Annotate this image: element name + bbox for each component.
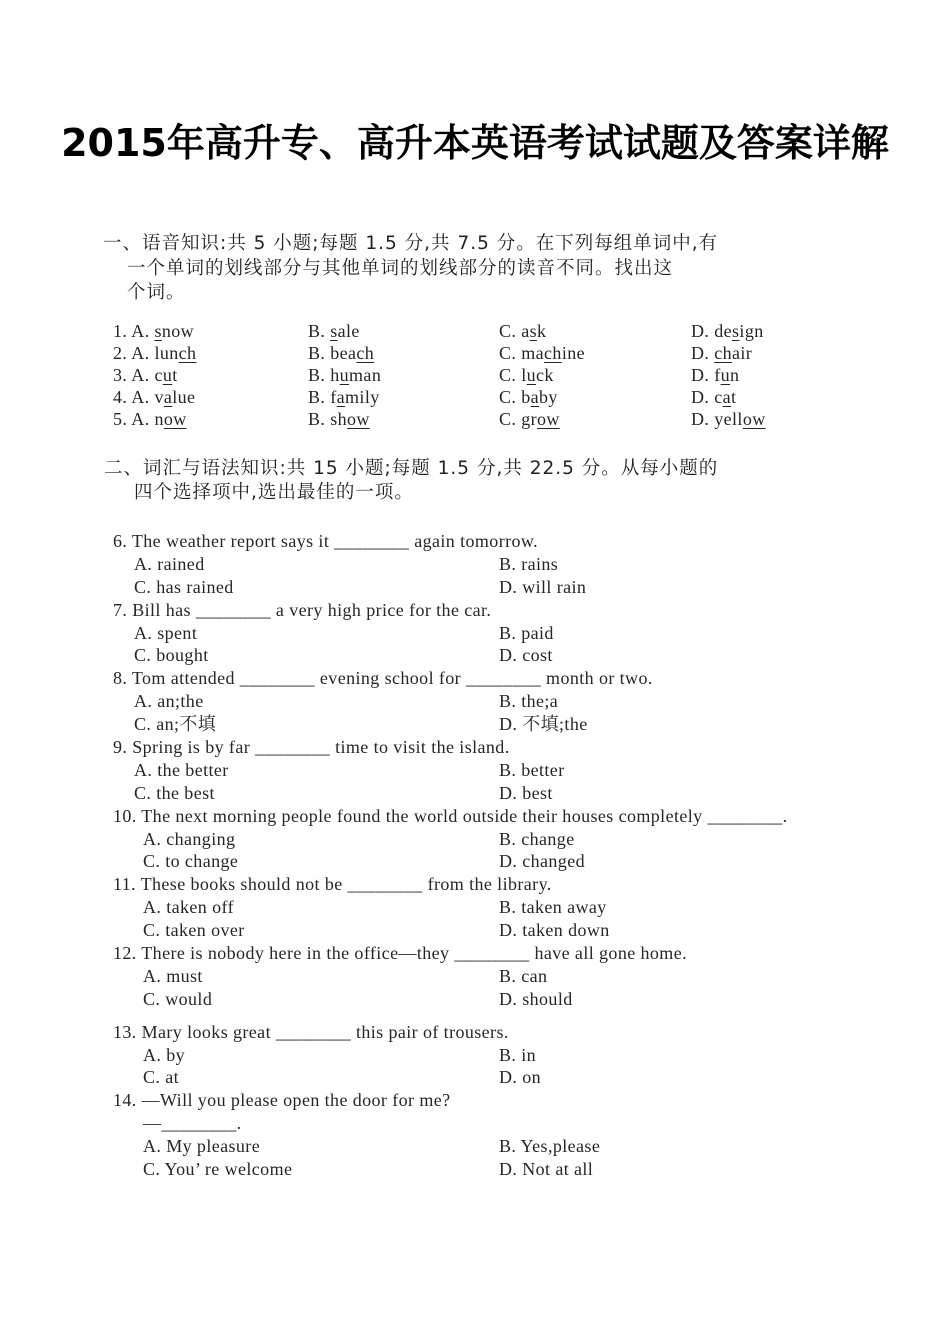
underlined-part: u — [526, 365, 537, 385]
option-d — [691, 342, 752, 364]
option-b — [499, 1135, 600, 1158]
word-part: b — [521, 387, 531, 407]
option-d — [691, 386, 736, 408]
option-text: best — [522, 782, 553, 803]
underlined-part: u — [339, 365, 350, 385]
underlined-part: ch — [356, 343, 375, 363]
question-number: 5. — [113, 409, 128, 429]
phonetics-question-5 — [0, 408, 950, 430]
vocabulary-question-10 — [0, 805, 950, 874]
word-part: ck — [536, 365, 554, 385]
option-label: C. — [143, 920, 161, 941]
option-text: by — [166, 1044, 186, 1065]
option-text: change — [521, 828, 575, 849]
option-text: better — [521, 759, 565, 780]
underlined-part: s — [154, 321, 162, 341]
option-c — [134, 576, 234, 599]
option-word — [521, 387, 558, 407]
word-part: a — [521, 321, 530, 341]
phonetics-question-2 — [0, 342, 950, 364]
option-label: A. — [134, 553, 153, 574]
question-stem — [0, 873, 950, 896]
option-b — [499, 1044, 536, 1067]
word-part: mily — [345, 387, 380, 407]
options-row — [0, 622, 950, 645]
option-b — [308, 342, 374, 364]
option-label: C. — [499, 409, 517, 429]
option-a — [143, 1135, 260, 1158]
option-word — [714, 387, 736, 407]
word-part: ign — [739, 321, 764, 341]
option-text: the;a — [521, 691, 559, 712]
option-d — [499, 576, 586, 599]
option-text: has rained — [156, 576, 234, 597]
option-a — [113, 320, 194, 342]
question-text: Spring is by far ________ time to visit the island. — [132, 737, 510, 758]
option-text: can — [521, 965, 548, 986]
question-number: 12. — [113, 943, 137, 964]
options-row — [0, 644, 950, 667]
question-number: 11. — [113, 874, 137, 895]
options-row — [0, 1158, 950, 1181]
instruction-line: 四个选择项中,选出最佳的一项。 — [134, 482, 414, 503]
question-number: 9. — [113, 737, 128, 758]
underlined-part: s — [330, 321, 338, 341]
word-part: sh — [330, 409, 348, 429]
option-b — [499, 828, 575, 851]
word-part: h — [330, 365, 340, 385]
option-label: D. — [691, 365, 710, 385]
option-label: A. — [131, 321, 150, 341]
option-c — [499, 320, 546, 342]
option-label: A. — [131, 365, 150, 385]
word-part: n — [730, 365, 740, 385]
options-row — [0, 1044, 950, 1067]
option-b — [499, 965, 547, 988]
word-part: ale — [337, 321, 360, 341]
option-label: C. — [134, 782, 152, 803]
question-text: Tom attended ________ evening school for ________ month or two. — [131, 668, 653, 689]
option-a — [143, 1044, 185, 1067]
option-b — [308, 386, 380, 408]
option-word — [330, 343, 374, 363]
question-text: Mary looks great ________ this pair of trousers. — [141, 1021, 509, 1042]
option-label: D. — [691, 321, 710, 341]
option-label: B. — [499, 622, 517, 643]
option-word — [521, 343, 585, 363]
options-row — [0, 553, 950, 576]
vocabulary-question-14 — [0, 1089, 950, 1181]
option-a — [143, 828, 235, 851]
page-title: 2015年高升专、高升本英语考试试题及答案详解 — [61, 121, 889, 165]
option-label: A. — [134, 691, 153, 712]
option-d — [691, 408, 766, 430]
option-b — [499, 896, 607, 919]
option-label: A. — [134, 622, 153, 643]
question-text: There is nobody here in the office—they ________ have all gone home. — [141, 943, 688, 964]
instruction-line: 一、语音知识:共 5 小题;每题 1.5 分,共 7.5 分。在下列每组单词中,有 — [103, 233, 719, 254]
option-c — [499, 386, 558, 408]
option-word — [521, 409, 560, 429]
question-stem — [0, 667, 950, 690]
options-row — [0, 782, 950, 805]
question-text: The weather report says it ________ again tomorrow. — [131, 531, 539, 551]
option-c — [499, 364, 554, 386]
option-word — [154, 387, 195, 407]
option-text: the better — [157, 759, 229, 780]
word-part: t — [731, 387, 737, 407]
option-b — [308, 408, 370, 430]
question-text: These books should not be ________ from the library. — [140, 874, 552, 895]
option-text: rains — [521, 553, 559, 574]
vocabulary-question-9 — [0, 736, 950, 805]
instruction-line: 一个单词的划线部分与其他单词的划线部分的读音不同。找出这 — [127, 257, 674, 279]
vocabulary-question-7 — [0, 599, 950, 668]
option-a — [134, 622, 197, 645]
vocabulary-question-13 — [0, 1021, 950, 1090]
word-part: c — [154, 365, 163, 385]
option-c — [499, 408, 560, 430]
option-text: taken over — [165, 920, 245, 941]
option-b — [499, 622, 554, 645]
option-label: B. — [499, 1136, 517, 1157]
question-text: —Will you please open the door for me? — [141, 1090, 451, 1111]
underlined-part: a — [722, 387, 731, 407]
underlined-part: a — [530, 387, 540, 407]
word-part: air — [732, 343, 753, 363]
phonetics-question-4 — [0, 386, 950, 408]
option-label: B. — [308, 409, 326, 429]
vocabulary-question-12 — [0, 942, 950, 1011]
option-word — [714, 365, 739, 385]
phonetics-instructions — [0, 232, 950, 306]
option-a — [113, 364, 178, 386]
question-number: 8. — [113, 668, 128, 689]
option-text: rained — [157, 553, 205, 574]
underlined-part: a — [336, 387, 346, 407]
option-word — [154, 321, 194, 341]
word-part: lun — [154, 343, 179, 363]
option-a — [143, 896, 234, 919]
phonetics-question-1 — [0, 320, 950, 342]
option-label: C. — [499, 343, 517, 363]
option-text: You’ re welcome — [164, 1159, 293, 1180]
option-c — [143, 850, 238, 873]
option-label: D. — [499, 851, 518, 872]
option-word — [714, 409, 765, 429]
question-number: 4. — [113, 387, 128, 407]
option-text: an;the — [157, 691, 204, 712]
option-text: paid — [521, 622, 554, 643]
option-text: will rain — [522, 576, 587, 597]
option-b — [499, 690, 558, 713]
question-number: 13. — [113, 1021, 137, 1042]
option-text: the best — [156, 782, 215, 803]
underlined-part: a — [163, 387, 173, 407]
option-word — [330, 387, 379, 407]
option-d — [499, 850, 585, 873]
option-word — [521, 365, 554, 385]
option-label: C. — [499, 365, 517, 385]
instruction-line: 个词。 — [127, 282, 186, 303]
option-label: A. — [134, 759, 153, 780]
question-stem — [0, 805, 950, 828]
option-b — [308, 364, 381, 386]
option-d — [499, 919, 610, 942]
option-label: C. — [143, 1159, 161, 1180]
options-row — [0, 690, 950, 713]
option-text: an;不填 — [156, 714, 217, 735]
question-number: 10. — [113, 805, 137, 826]
option-text: in — [521, 1044, 537, 1065]
option-label: D. — [499, 1159, 518, 1180]
option-text: cost — [522, 645, 553, 666]
option-text: on — [522, 1067, 542, 1088]
options-row — [0, 896, 950, 919]
option-label: D. — [499, 645, 518, 666]
option-word — [714, 321, 763, 341]
option-text: changed — [522, 851, 585, 872]
option-text: Yes,please — [520, 1136, 601, 1157]
option-b — [499, 553, 558, 576]
option-word — [154, 409, 186, 429]
option-label: B. — [499, 553, 517, 574]
option-label: C. — [143, 851, 161, 872]
question-number: 14. — [113, 1090, 137, 1111]
option-label: C. — [143, 1067, 161, 1088]
option-b — [499, 759, 565, 782]
option-text: Not at all — [522, 1159, 594, 1180]
option-label: A. — [131, 387, 150, 407]
question-number: 7. — [113, 599, 128, 620]
option-label: A. — [143, 828, 162, 849]
option-a — [143, 965, 203, 988]
option-word — [521, 321, 546, 341]
option-label: B. — [499, 1044, 517, 1065]
word-part: v — [154, 387, 164, 407]
option-label: A. — [143, 1136, 162, 1157]
dialogue-reply-blank: —________. — [143, 1113, 242, 1134]
underlined-part: ow — [163, 409, 187, 429]
word-part: by — [539, 387, 558, 407]
word-part: k — [537, 321, 547, 341]
phonetics-question-3 — [0, 364, 950, 386]
word-part: man — [349, 365, 382, 385]
options-row — [0, 1135, 950, 1158]
underlined-part: s — [529, 321, 538, 341]
option-label: B. — [308, 365, 326, 385]
option-label: B. — [308, 387, 326, 407]
options-row — [0, 919, 950, 942]
underlined-part: u — [162, 365, 173, 385]
underlined-part: ch — [714, 343, 733, 363]
option-c — [143, 988, 212, 1011]
option-label: C. — [499, 387, 517, 407]
vocabulary-questions — [0, 530, 950, 1181]
word-part: de — [714, 321, 733, 341]
option-label: D. — [499, 1067, 518, 1088]
option-c — [134, 782, 215, 805]
option-a — [134, 690, 204, 713]
option-label: D. — [691, 409, 710, 429]
option-label: C. — [134, 714, 152, 735]
option-d — [499, 1158, 593, 1181]
vocabulary-question-8 — [0, 667, 950, 736]
word-part: now — [161, 321, 195, 341]
option-word — [154, 365, 177, 385]
option-label: D. — [691, 343, 710, 363]
option-label: D. — [691, 387, 710, 407]
option-text: to change — [165, 851, 239, 872]
option-label: B. — [308, 343, 326, 363]
option-d — [499, 1066, 541, 1089]
options-row — [0, 988, 950, 1011]
option-label: B. — [499, 897, 517, 918]
options-row — [0, 1066, 950, 1089]
option-label: A. — [143, 1044, 162, 1065]
word-part: n — [154, 409, 164, 429]
word-part: c — [714, 387, 723, 407]
option-d — [499, 782, 553, 805]
option-text: My pleasure — [166, 1136, 261, 1157]
question-number: 2. — [113, 343, 128, 363]
word-part: ma — [521, 343, 545, 363]
question-stem — [0, 942, 950, 965]
option-label: B. — [499, 828, 517, 849]
options-row — [0, 965, 950, 988]
question-stem — [0, 1021, 950, 1044]
option-c — [134, 713, 216, 736]
option-label: D. — [499, 782, 518, 803]
question-number: 6. — [113, 531, 128, 551]
underlined-part: ow — [537, 409, 560, 429]
options-row — [0, 828, 950, 851]
option-text: taken off — [166, 897, 234, 918]
question-number: 3. — [113, 365, 128, 385]
option-d — [691, 320, 764, 342]
question-stem — [0, 599, 950, 622]
option-label: A. — [131, 409, 150, 429]
option-label: D. — [499, 576, 518, 597]
option-text: would — [165, 988, 213, 1009]
phonetics-questions — [0, 320, 950, 430]
option-text: bought — [156, 645, 209, 666]
option-text: taken down — [522, 920, 610, 941]
instruction-line: 二、词汇与语法知识:共 15 小题;每题 1.5 分,共 22.5 分。从每小题的 — [104, 458, 719, 479]
word-part: l — [521, 365, 527, 385]
options-row — [0, 713, 950, 736]
vocabulary-question-11 — [0, 873, 950, 942]
options-row — [0, 576, 950, 599]
option-label: A. — [143, 897, 162, 918]
underlined-part: ow — [742, 409, 766, 429]
option-a — [113, 408, 187, 430]
underlined-part: ch — [544, 343, 562, 363]
option-word — [714, 343, 752, 363]
option-a — [134, 553, 205, 576]
option-word — [330, 365, 381, 385]
word-part: f — [714, 365, 721, 385]
option-c — [143, 1066, 179, 1089]
question-stem — [0, 1089, 950, 1112]
question-stem — [0, 736, 950, 759]
option-text: 不填;the — [522, 714, 588, 735]
option-label: D. — [499, 920, 518, 941]
option-text: changing — [166, 828, 236, 849]
option-label: C. — [143, 988, 161, 1009]
question-number: 1. — [113, 321, 128, 341]
options-row — [0, 759, 950, 782]
word-part: gr — [521, 409, 538, 429]
option-label: B. — [499, 759, 517, 780]
option-label: C. — [134, 576, 152, 597]
option-c — [143, 1158, 292, 1181]
option-text: should — [522, 988, 573, 1009]
option-word — [330, 321, 360, 341]
option-c — [143, 919, 245, 942]
option-label: B. — [499, 691, 517, 712]
word-part: bea — [330, 343, 357, 363]
option-label: B. — [499, 965, 517, 986]
option-a — [134, 759, 229, 782]
option-label: D. — [499, 988, 518, 1009]
option-d — [499, 644, 553, 667]
option-c — [134, 644, 209, 667]
option-a — [113, 386, 195, 408]
word-part: t — [172, 365, 178, 385]
option-label: B. — [308, 321, 326, 341]
option-text: must — [166, 965, 203, 986]
underlined-part: s — [732, 321, 740, 341]
option-label: A. — [143, 965, 162, 986]
options-row — [0, 850, 950, 873]
vocabulary-question-6 — [0, 530, 950, 599]
word-part: f — [330, 387, 337, 407]
question-stem — [0, 530, 950, 553]
question-text: Bill has ________ a very high price for the car. — [132, 599, 492, 620]
option-d — [499, 988, 573, 1011]
option-d — [499, 713, 588, 736]
option-label: C. — [499, 321, 517, 341]
option-text: spent — [157, 622, 198, 643]
option-word — [154, 343, 196, 363]
underlined-part: u — [720, 365, 731, 385]
option-label: A. — [131, 343, 150, 363]
option-text: taken away — [521, 897, 607, 918]
option-label: C. — [134, 645, 152, 666]
option-d — [691, 364, 739, 386]
underlined-part: ow — [347, 409, 370, 429]
option-b — [308, 320, 360, 342]
word-part: lue — [172, 387, 196, 407]
question-text: The next morning people found the world outside their houses completely ________. — [141, 805, 788, 826]
word-part: ine — [561, 343, 586, 363]
underlined-part: ch — [178, 343, 197, 363]
vocabulary-instructions — [0, 457, 950, 505]
option-label: D. — [499, 714, 518, 735]
word-part: yell — [714, 409, 743, 429]
option-word — [330, 409, 370, 429]
option-text: at — [165, 1067, 180, 1088]
option-a — [113, 342, 196, 364]
option-c — [499, 342, 585, 364]
